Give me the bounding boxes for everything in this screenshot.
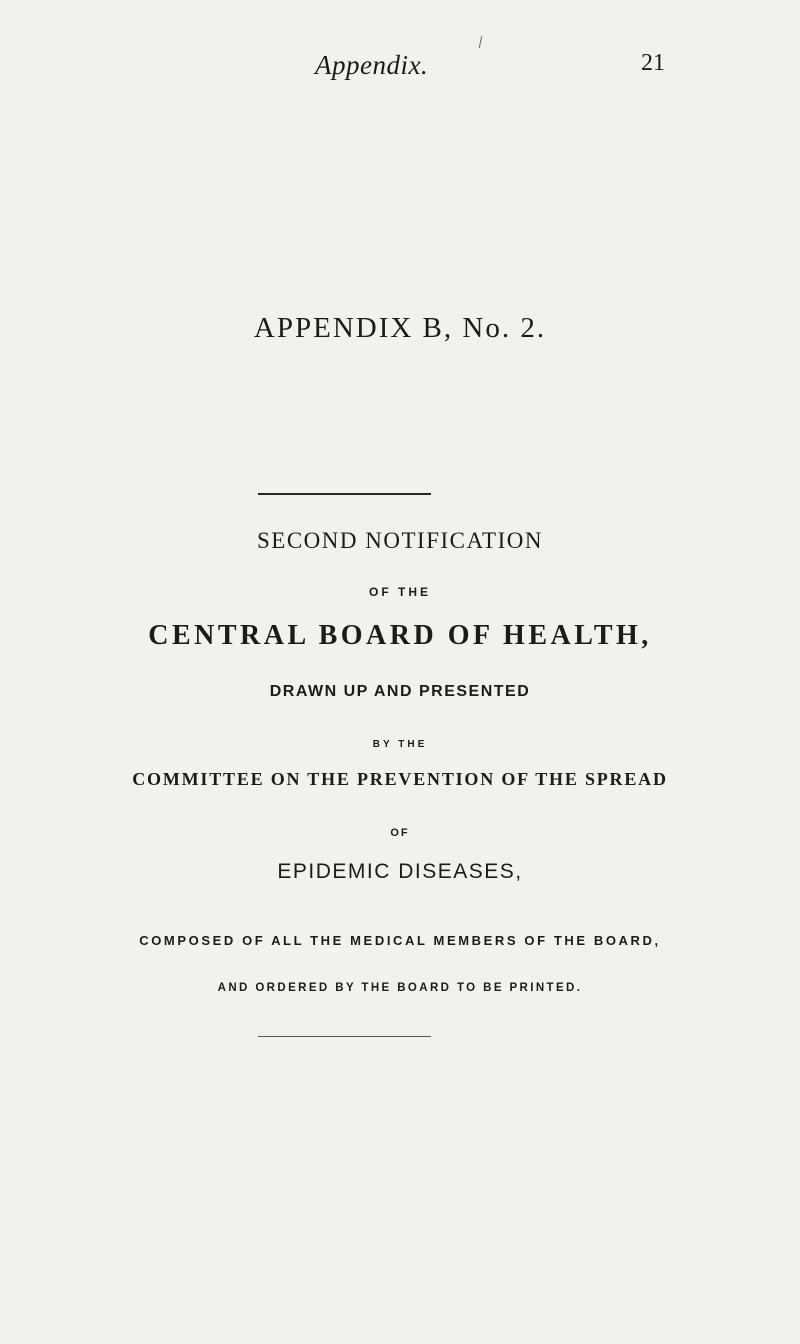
top-divider-rule (258, 493, 431, 495)
bottom-divider-rule (258, 1036, 431, 1037)
running-head (0, 50, 800, 90)
drawn-up-line: DRAWN UP AND PRESENTED (269, 683, 531, 700)
composed-of-line: COMPOSED OF ALL THE MEDICAL MEMBERS OF THE BOARD, (139, 933, 661, 948)
central-board-heading: CENTRAL BOARD OF HEALTH, (148, 620, 652, 651)
stray-ink-mark (479, 36, 482, 48)
committee-heading: COMMITTEE ON THE PREVENTION OF THE SPREAD (132, 769, 668, 789)
of-the-connector: OF THE (369, 585, 431, 599)
ordered-printed-line: AND ORDERED BY THE BOARD TO BE PRINTED. (217, 982, 583, 994)
by-the-connector: BY THE (372, 739, 428, 750)
running-title: Appendix. (315, 50, 429, 80)
appendix-title: APPENDIX B, No. 2. (253, 312, 547, 344)
of-connector: OF (390, 827, 410, 839)
second-notification-heading: SECOND NOTIFICATION (257, 528, 543, 553)
epidemic-diseases-heading: EPIDEMIC DISEASES, (277, 860, 523, 883)
page-number: 21 (641, 50, 665, 76)
